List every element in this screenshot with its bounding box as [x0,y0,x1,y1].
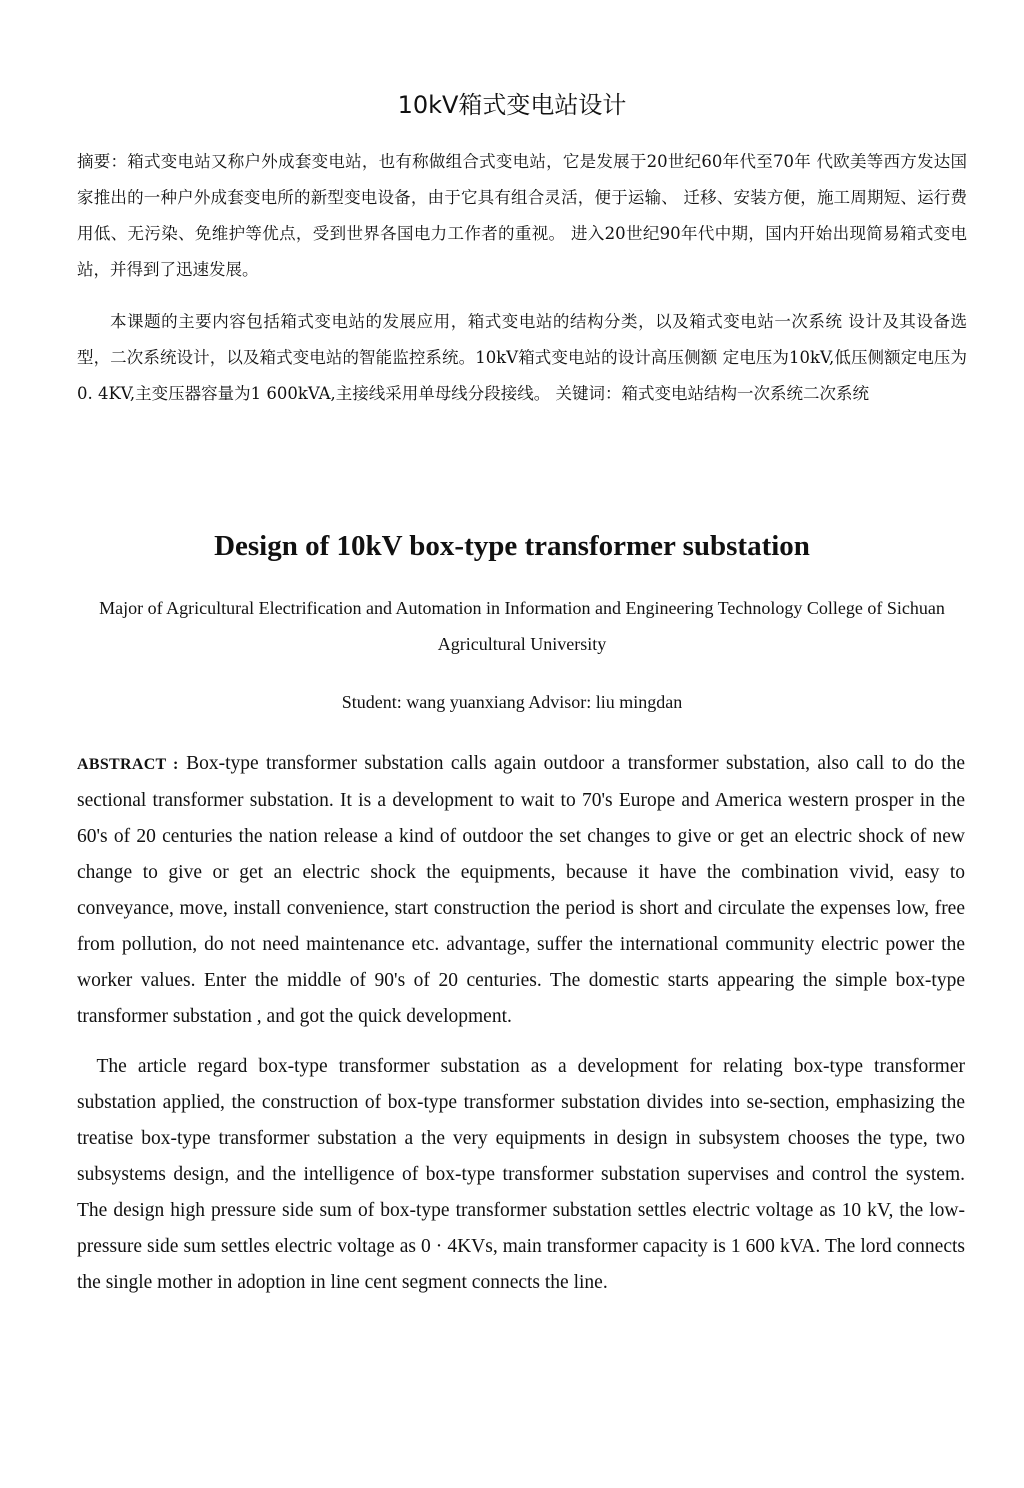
abstract-label: ABSTRACT : [77,756,179,773]
chinese-body-paragraph: 本课题的主要内容包括箱式变电站的发展应用，箱式变电站的结构分类，以及箱式变电站一次系统 设计及其设备选型，二次系统设计，以及箱式变电站的智能监控系统。10kV箱式变电站的设计高压侧额 定电压为10kV,低压侧额定电压为0. 4KV,主变压器容量为1 600kVA,主接线采用单母线分段接线。 关键词：箱式变电站结构一次系统二次系统 [77,312,967,403]
student-advisor-line: Student: wang yuanxiang Advisor: liu mingdan [341,692,683,712]
english-abstract-text: Box-type transformer substation calls again outdoor a transformer substation, also call to do the sectional transformer substation. It is a development to wait to 70's Europe and America western prosper in the 60's of 20 centuries the nation release a kind of outdoor the set changes to give or get an electric shock of new change to give or get an electric shock the equipments, because it have the combination vivid, easy to conveyance, move, install convenience, start construction the period is short and circulate the expenses low, free from pollution, do not need maintenance etc. advantage, suffer the international community electric power the worker values. Enter the middle of 90's of 20 centuries. The domestic starts appearing the simple box-type transformer substation , and got the quick development. [77,753,965,1027]
english-body-paragraph: The article regard box-type transformer substation as a development for relating box-type transformer substation applied, the construction of box-type transformer substation divides into se-section, emphasizing the treatise box-type transformer substation a the very equipments in design in subsystem chooses the type, two subsystems design, and the intelligence of box-type transformer substation supervises and control the system. The design high pressure side sum of box-type transformer substation settles electric voltage as 10 kV, the low-pressure side sum settles electric voltage as 0 · 4KVs, main transformer capacity is 1 600 kVA. The lord connects the single mother in adoption in line cent segment connects the line. [77,1056,965,1293]
english-abstract [77,746,965,1035]
english-title: Design of 10kV box-type transformer substation [214,530,810,562]
chinese-abstract: 摘要：箱式变电站又称户外成套变电站，也有称做组合式变电站，它是发展于20世纪60年代至70年 代欧美等西方发达国家推出的一种户外成套变电所的新型变电设备，由于它具有组合灵活，便于运输、 迁移、安装方便，施工周期短、运行费用低、无污染、免维护等优点，受到世界各国电力工作者的重视。 进入20世纪90年代中期，国内幵始出现简易箱式变电站，并得到了迅速发展。 [77,152,967,279]
chinese-title: 10kV箱式变电站设计 [397,91,627,119]
affiliation: Major of Agricultural Electrification and Automation in Information and Engineering Technology College of Sichuan Agricultural University [99,598,945,654]
